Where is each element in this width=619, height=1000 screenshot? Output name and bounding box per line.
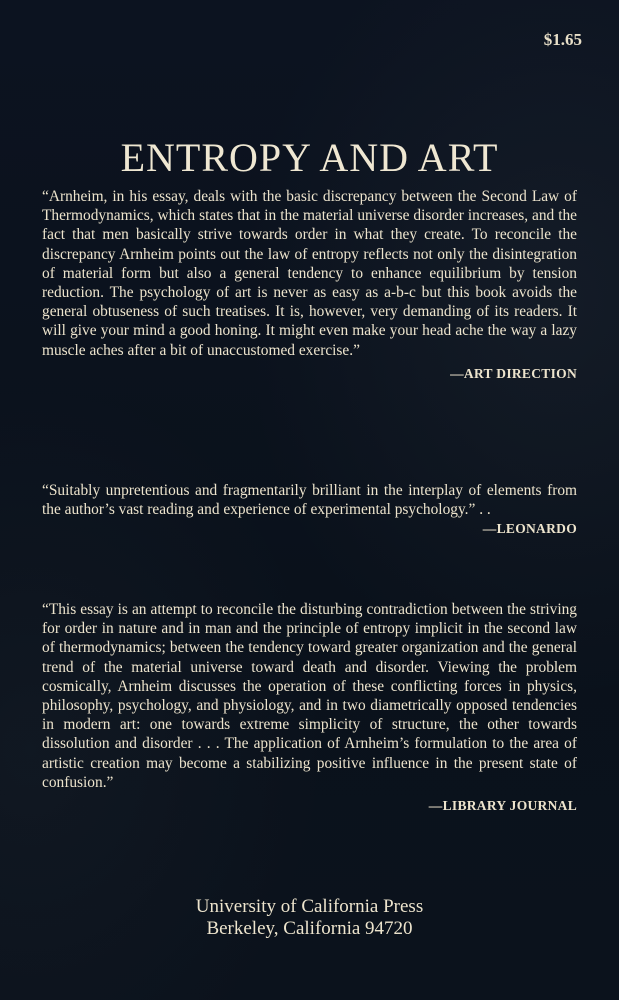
- publisher-address: Berkeley, California 94720: [206, 918, 413, 939]
- review-source: —LEONARDO: [482, 521, 577, 537]
- review-quote: “Arnheim, in his essay, deals with the basic discrepancy between the Second Law of Thermodynamics, which states that in the material universe disorder increases, and the fact that men basically strive towards order in what they create. To reconcile the discrepancy Arnheim points out the law of entropy reflects not only the disintegration of material form but also a general tendency to enhance equilibrium by tension reduction. The psychology of art is never as easy as a-b-c but this book avoids the general obtuseness of such treatises. It is, however, very demanding of its readers. It will give your mind a good honing. It might even make your head ache the way a lazy muscle aches after a bit of unaccustomed exercise.”: [42, 188, 577, 359]
- review-quote: “This essay is an attempt to reconcile the disturbing contradiction between the striving for order in nature and in man and the principle of entropy implicit in the second law of thermodynamics; between the tendency toward greater organization and the general trend of the material universe toward death and disorder. Viewing the problem cosmically, Arnheim discusses the operation of these conflicting forces in physics, philosophy, psychology, and physiology, and in two diametrically opposed tendencies in modern art: one towards extreme simplicity of structure, the other towards dissolution and disorder . . . The application of Arnheim’s formulation to the area of artistic creation may become a stabilizing positive influence in the present state of confusion.”: [42, 601, 577, 791]
- review-leonardo: [42, 481, 577, 539]
- book-title: ENTROPY AND ART: [120, 135, 499, 180]
- review-source: —LIBRARY JOURNAL: [428, 798, 577, 814]
- review-quote: “Suitably unpretentious and fragmentarily brilliant in the interplay of elements from the author’s vast reading and experience of experimental psychology.” . .: [42, 482, 577, 519]
- review-art-direction: [42, 187, 577, 383]
- review-library-journal: [42, 600, 577, 815]
- publisher-block: [0, 896, 619, 940]
- publisher-name: University of California Press: [195, 896, 424, 917]
- price-label: $1.65: [543, 30, 582, 49]
- review-source: —ART DIRECTION: [450, 365, 577, 381]
